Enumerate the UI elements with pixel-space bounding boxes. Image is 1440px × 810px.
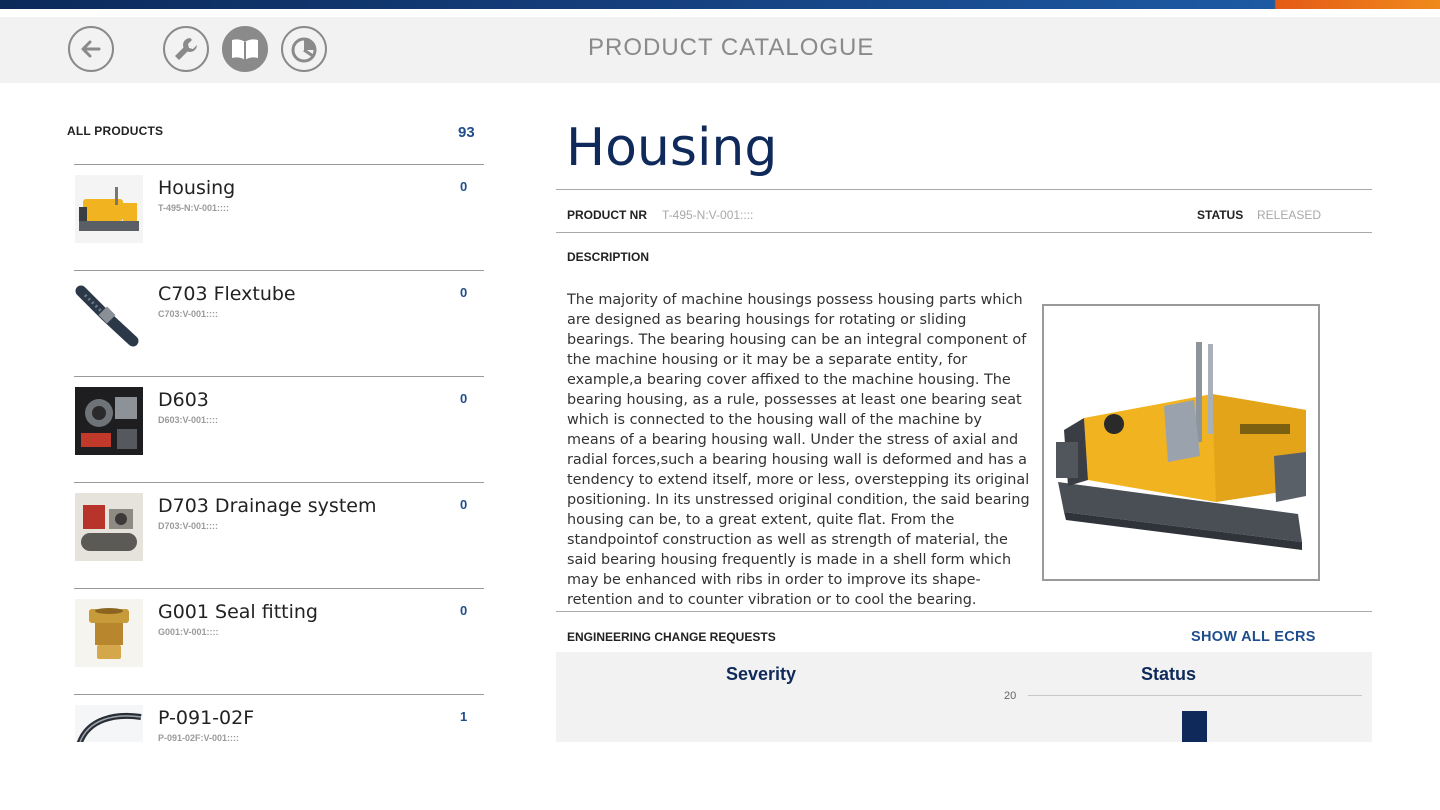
list-item-c703-flextube[interactable] bbox=[74, 270, 484, 376]
hose-thumbnail bbox=[75, 705, 143, 742]
app-title: PRODUCT CATALOGUE bbox=[588, 34, 875, 61]
product-title: Housing bbox=[566, 118, 778, 178]
item-name: D603 bbox=[158, 389, 209, 411]
item-code: T-495-N:V-001:::: bbox=[158, 203, 230, 213]
show-all-ecrs-link[interactable]: SHOW ALL ECRS bbox=[1191, 629, 1316, 645]
compressor-thumbnail bbox=[75, 493, 143, 561]
item-ecr-count: 0 bbox=[460, 179, 468, 194]
status-axis-tick: 20 bbox=[1004, 690, 1017, 702]
item-code: D703:V-001:::: bbox=[158, 521, 219, 531]
divider bbox=[556, 189, 1372, 190]
flextube-thumbnail bbox=[75, 281, 143, 349]
item-ecr-count: 0 bbox=[460, 285, 468, 300]
divider bbox=[556, 611, 1372, 612]
list-item-housing[interactable] bbox=[74, 164, 484, 270]
description-text: The majority of machine housings possess housing parts which are designed as bearing housings for rotating or sliding bearings. The bearing housing can be an integral component of the machine housing or it may be a separate entity, for example,a bearing cover affixed to the machine housing. The bearing housing, as a rule, possesses at least one bearing seat which is connected to the housing wall of the machine by means of a bearing housing wall. Under the stress of axial and radial forces,such a bearing housing wall is deformed and has a tendency to extend itself, more or less, overstepping its original positioning. In its unstressed original condition, the said bearing housing can be, to a great extent, quite flat. From the standpointof construction as well as strength of material, the said bearing housing frequently is made in a shell form which may be enhanced with ribs in order to improve its shape- retention and to counter vibration or to cool the bearing. bbox=[567, 292, 1030, 608]
wrench-icon bbox=[171, 34, 201, 64]
item-code: D603:V-001:::: bbox=[158, 415, 219, 425]
divider bbox=[556, 232, 1372, 233]
ecr-charts-panel bbox=[556, 652, 1372, 742]
item-code: C703:V-001:::: bbox=[158, 309, 219, 319]
reports-button[interactable] bbox=[281, 26, 327, 72]
product-list bbox=[74, 164, 484, 742]
engine-thumbnail bbox=[75, 387, 143, 455]
item-name: G001 Seal fitting bbox=[158, 601, 318, 623]
item-ecr-count: 0 bbox=[460, 391, 468, 406]
status-label: STATUS bbox=[1197, 208, 1244, 222]
tools-button[interactable] bbox=[163, 26, 209, 72]
band-saw-thumbnail bbox=[75, 175, 143, 243]
open-book-icon bbox=[230, 36, 260, 62]
product-nr-label: PRODUCT NR bbox=[567, 208, 647, 222]
status-value: RELEASED bbox=[1257, 208, 1322, 222]
description-label: DESCRIPTION bbox=[567, 250, 650, 264]
list-item-p-091-02f[interactable] bbox=[74, 694, 484, 742]
status-gridline bbox=[1028, 695, 1362, 696]
severity-chart-title: Severity bbox=[726, 664, 797, 684]
item-name: D703 Drainage system bbox=[158, 495, 377, 517]
status-chart-title: Status bbox=[1141, 664, 1197, 684]
top-accent-stripe bbox=[0, 0, 1440, 9]
list-item-d703-drainage-system[interactable] bbox=[74, 482, 484, 588]
item-code: P-091-02F:V-001:::: bbox=[158, 733, 240, 742]
item-name: C703 Flextube bbox=[158, 283, 296, 305]
catalogue-button[interactable] bbox=[222, 26, 268, 72]
seal-fitting-thumbnail bbox=[75, 599, 143, 667]
ecr-label: ENGINEERING CHANGE REQUESTS bbox=[567, 630, 776, 644]
product-image bbox=[1042, 304, 1320, 581]
arrow-left-icon bbox=[78, 36, 104, 62]
all-products-count: 93 bbox=[458, 124, 475, 141]
product-nr-value: T-495-N:V-001:::: bbox=[662, 208, 754, 222]
item-ecr-count: 0 bbox=[460, 497, 468, 512]
all-products-header: ALL PRODUCTS bbox=[67, 124, 164, 138]
back-button[interactable] bbox=[68, 26, 114, 72]
item-name: P-091-02F bbox=[158, 707, 255, 729]
item-code: G001:V-001:::: bbox=[158, 627, 219, 637]
item-ecr-count: 1 bbox=[460, 709, 468, 724]
item-ecr-count: 0 bbox=[460, 603, 468, 618]
pie-chart-icon bbox=[289, 34, 319, 64]
band-saw-machine-image bbox=[1044, 306, 1318, 579]
status-bar bbox=[1182, 711, 1207, 742]
list-item-g001-seal-fitting[interactable] bbox=[74, 588, 484, 694]
list-item-d603[interactable] bbox=[74, 376, 484, 482]
item-name: Housing bbox=[158, 177, 236, 199]
